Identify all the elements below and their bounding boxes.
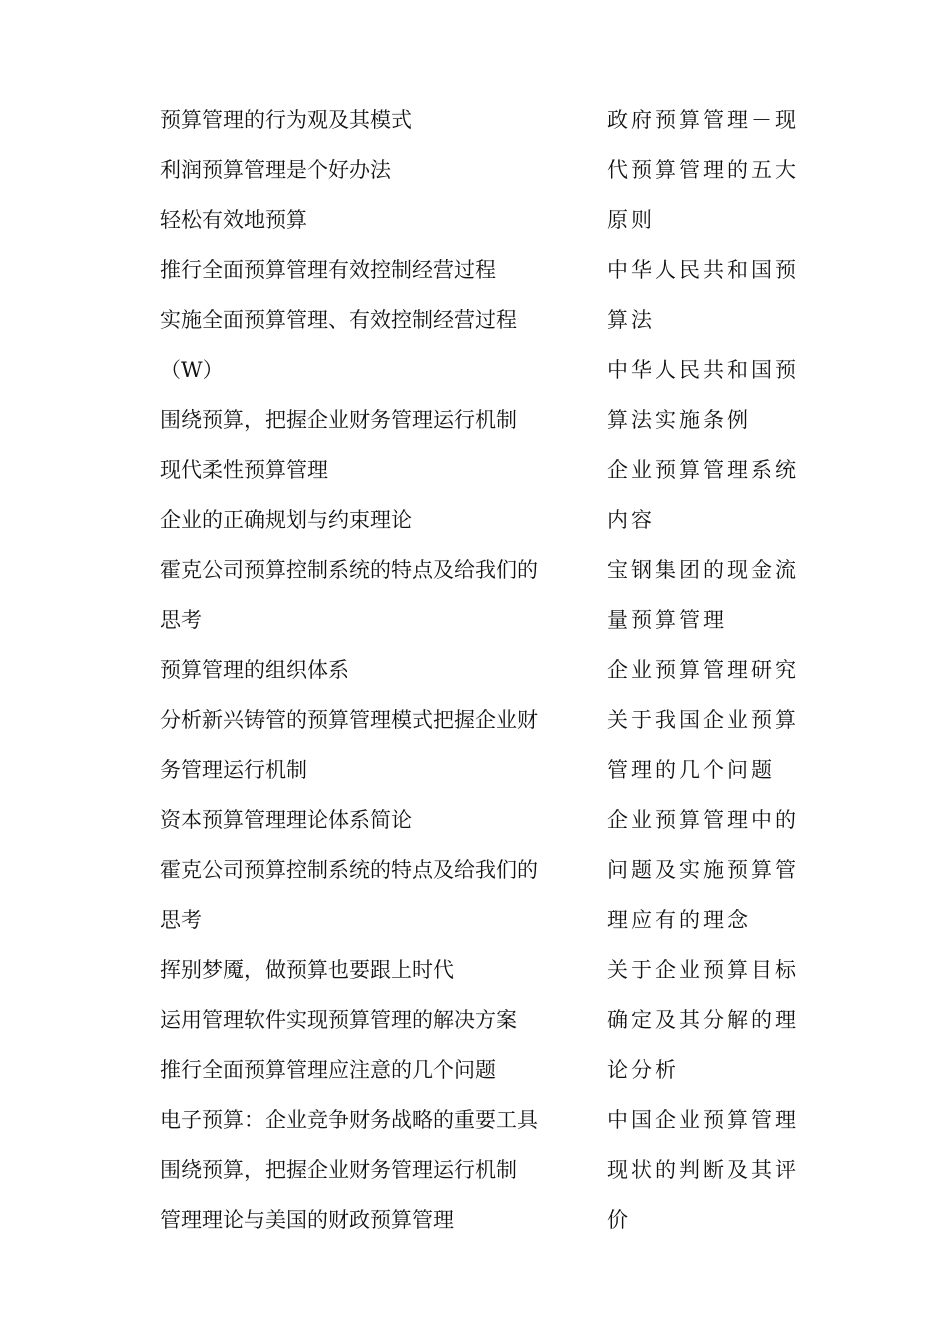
left-column-line: 利润预算管理是个好办法 xyxy=(160,158,391,182)
right-column-line: 宝钢集团的现金流 xyxy=(607,558,799,582)
right-column-line: 代预算管理的五大 xyxy=(607,158,799,182)
right-column-line: 中国企业预算管理 xyxy=(607,1108,799,1132)
right-column-line: 量预算管理 xyxy=(607,608,727,632)
right-column-line: 论分析 xyxy=(607,1058,679,1082)
left-column-line: 围绕预算，把握企业财务管理运行机制 xyxy=(160,408,517,432)
left-column-line: 分析新兴铸管的预算管理模式把握企业财 xyxy=(160,708,538,732)
right-column-line: 管理的几个问题 xyxy=(607,758,775,782)
right-column-line: 企业预算管理研究 xyxy=(607,658,799,682)
right-column-line: 价 xyxy=(607,1208,631,1232)
left-column-line: 思考 xyxy=(160,908,202,932)
left-column-line: 运用管理软件实现预算管理的解决方案 xyxy=(160,1008,517,1032)
left-column-line: 推行全面预算管理有效控制经营过程 xyxy=(160,258,496,282)
right-column-line: 中华人民共和国预 xyxy=(607,258,799,282)
left-column-line: 轻松有效地预算 xyxy=(160,208,307,232)
left-column-line: 管理理论与美国的财政预算管理 xyxy=(160,1208,454,1232)
right-column-line: 关于我国企业预算 xyxy=(607,708,799,732)
left-column-line: 推行全面预算管理应注意的几个问题 xyxy=(160,1058,496,1082)
right-column-line: 理应有的理念 xyxy=(607,908,751,932)
left-column-line: 霍克公司预算控制系统的特点及给我们的 xyxy=(160,858,538,882)
left-column-line: 思考 xyxy=(160,608,202,632)
right-column-line: 算法实施条例 xyxy=(607,408,751,432)
right-column-line: 原则 xyxy=(607,208,655,232)
left-column-line: 霍克公司预算控制系统的特点及给我们的 xyxy=(160,558,538,582)
right-column xyxy=(607,95,807,1245)
right-column-line: 关于企业预算目标 xyxy=(607,958,799,982)
right-column-line: 企业预算管理系统 xyxy=(607,458,799,482)
right-column-line: 中华人民共和国预 xyxy=(607,358,799,382)
right-column-line: 算法 xyxy=(607,308,655,332)
right-column-line: 内容 xyxy=(607,508,655,532)
right-column-line: 确定及其分解的理 xyxy=(607,1008,799,1032)
left-column-line: 资本预算管理理论体系简论 xyxy=(160,808,412,832)
left-column-line: 围绕预算，把握企业财务管理运行机制 xyxy=(160,1158,517,1182)
left-column-line: 务管理运行机制 xyxy=(160,758,307,782)
right-column-line: 问题及实施预算管 xyxy=(607,858,799,882)
left-column-line: 企业的正确规划与约束理论 xyxy=(160,508,412,532)
right-column-line: 企业预算管理中的 xyxy=(607,808,799,832)
left-column xyxy=(160,95,580,1245)
left-column-line: 预算管理的组织体系 xyxy=(160,658,349,682)
left-column-line: 实施全面预算管理、有效控制经营过程 xyxy=(160,308,517,332)
left-column-line: 现代柔性预算管理 xyxy=(160,458,328,482)
left-column-line: 挥别梦魇，做预算也要跟上时代 xyxy=(160,958,454,982)
left-column-line: （W） xyxy=(160,358,224,382)
left-column-line: 预算管理的行为观及其模式 xyxy=(160,108,412,132)
right-column-line: 政府预算管理－现 xyxy=(607,108,799,132)
right-column-line: 现状的判断及其评 xyxy=(607,1158,799,1182)
left-column-line: 电子预算：企业竞争财务战略的重要工具 xyxy=(160,1108,538,1132)
